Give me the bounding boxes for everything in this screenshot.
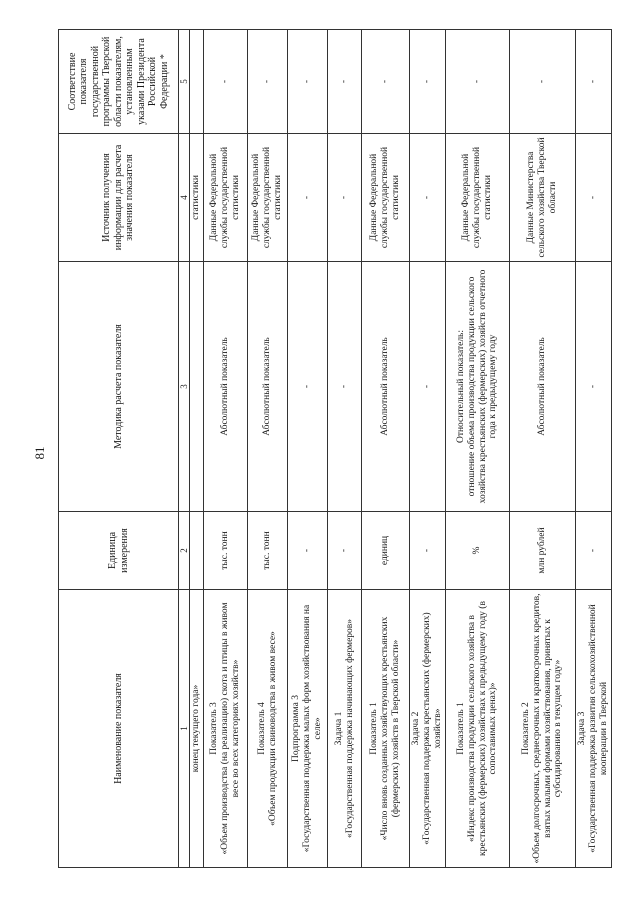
indicator-name-cell-line: Показатель 4	[256, 702, 267, 755]
source-cell	[510, 134, 576, 262]
unit-cell: -	[328, 512, 362, 590]
unit-cell: тыс. тонн	[204, 512, 248, 590]
unit-cell: -	[288, 512, 328, 590]
match-cell: -	[446, 30, 510, 134]
header-match: Соответствие показателя государственной программы Тверской области показателям, установленным указами Президента Российской Федерации *	[59, 30, 179, 134]
method-cell-line: -	[302, 384, 313, 389]
table-row	[510, 30, 576, 868]
unit-cell: единиц	[362, 512, 410, 590]
table-header-row	[59, 30, 179, 868]
indicator-name-cell-line: «Государственная поддержка малых форм хозяйствования на селе»	[302, 604, 324, 853]
method-cell	[576, 262, 612, 512]
source-cell-line: статистики	[191, 175, 202, 220]
table-body	[190, 30, 612, 868]
table-row	[362, 30, 410, 868]
indicator-name-cell-line: Задача 3	[577, 711, 588, 746]
method-cell-line: Абсолютный показатель	[380, 337, 391, 436]
indicator-name-cell-line: «Государственная поддержка начинающих фермеров»	[344, 618, 355, 839]
method-cell	[190, 262, 204, 512]
header-unit: Единица измерения	[59, 512, 179, 590]
method-cell-line: Относительный показатель:	[455, 329, 466, 444]
indicator-name-cell	[362, 590, 410, 868]
match-cell: -	[410, 30, 446, 134]
indicator-name-cell-line: Задача 1	[333, 711, 344, 746]
indicator-name-cell-line: Показатель 1	[455, 702, 466, 755]
source-cell	[328, 134, 362, 262]
indicator-name-cell-line: Показатель 3	[209, 702, 220, 755]
table-row	[288, 30, 328, 868]
match-cell: -	[248, 30, 288, 134]
indicator-name-cell-line: конец текущего года»	[191, 684, 202, 773]
indicator-name-cell-line: «Объем долгосрочных, среднесрочных и краткосрочных кредитов, взятых малыми формами хозяйствования, принятых к субсидированию в текущем году»	[531, 593, 564, 864]
column-number: 4	[179, 134, 190, 262]
column-number: 5	[179, 30, 190, 134]
indicator-name-cell	[328, 590, 362, 868]
indicator-name-cell-line: «Государственная поддержка развития сельскохозяйственной кооперации в Тверской	[588, 604, 609, 853]
method-cell	[510, 262, 576, 512]
method-cell	[288, 262, 328, 512]
method-cell	[204, 262, 248, 512]
source-cell	[576, 134, 612, 262]
method-cell	[328, 262, 362, 512]
indicator-name-cell	[248, 590, 288, 868]
unit-cell: -	[576, 512, 612, 590]
indicator-name-cell-line: Подпрограмма 3	[291, 695, 302, 762]
source-cell	[248, 134, 288, 262]
table-row	[446, 30, 510, 868]
match-cell: -	[288, 30, 328, 134]
indicator-name-cell	[410, 590, 446, 868]
match-cell: -	[328, 30, 362, 134]
source-cell-line: Данные Федеральной службы государственной статистики	[251, 146, 284, 249]
source-cell	[288, 134, 328, 262]
indicator-name-cell	[204, 590, 248, 868]
method-cell-line: Абсолютный показатель	[220, 337, 231, 436]
indicator-name-cell-line: Задача 2	[411, 711, 422, 746]
source-cell	[362, 134, 410, 262]
indicator-name-cell-line: «Число вновь созданных хозяйствующих крестьянских (фермерских) хозяйств в Тверской области»	[380, 616, 402, 841]
unit-cell: тыс. тонн	[248, 512, 288, 590]
match-cell	[190, 30, 204, 134]
table-row	[328, 30, 362, 868]
unit-cell: -	[410, 512, 446, 590]
table-row	[410, 30, 446, 868]
table-row	[576, 30, 612, 868]
table-row	[204, 30, 248, 868]
indicator-name-cell	[576, 590, 612, 868]
source-cell-line: -	[422, 195, 433, 200]
indicator-name-cell	[288, 590, 328, 868]
indicator-name-cell-line: Показатель 2	[520, 702, 531, 755]
indicator-name-cell-line: «Индекс производства продукции сельского хозяйства в крестьянских (фермерских) хозяйствах к предыдущему году (в сопоставимых ценах)»	[466, 601, 499, 856]
indicator-name-cell	[446, 590, 510, 868]
method-cell	[248, 262, 288, 512]
indicators-table	[58, 29, 612, 868]
rotated-table-frame	[58, 30, 610, 868]
match-cell: -	[204, 30, 248, 134]
source-cell-line: -	[588, 195, 599, 200]
table-row	[248, 30, 288, 868]
match-cell: -	[510, 30, 576, 134]
unit-cell: %	[446, 512, 510, 590]
source-cell	[204, 134, 248, 262]
source-cell-line: Данные Федеральной службы государственной статистики	[461, 146, 493, 249]
source-cell-line: -	[339, 195, 350, 200]
method-cell	[362, 262, 410, 512]
source-cell-line: Данные Федеральной службы государственной статистики	[369, 146, 402, 249]
method-cell-line: Абсолютный показатель	[262, 337, 273, 436]
indicator-name-cell-line: «Объем продукции свиноводства в живом весе»	[267, 631, 278, 826]
source-cell-line: Данные Министерства сельского хозяйства Тверской области	[526, 137, 558, 258]
method-cell-line: -	[422, 384, 433, 389]
method-cell-line: -	[588, 384, 599, 389]
method-cell	[446, 262, 510, 512]
page-number: 81	[32, 446, 47, 460]
table-row	[190, 30, 204, 868]
header-name: Наименование показателя	[59, 590, 179, 868]
column-number: 1	[179, 590, 190, 868]
indicator-name-cell-line: «Государственная поддержка крестьянских (фермерских) хозяйств»	[422, 612, 444, 845]
unit-cell	[190, 512, 204, 590]
source-cell-line: -	[302, 195, 313, 200]
unit-cell: млн рублей	[510, 512, 576, 590]
method-cell-line: Абсолютный показатель	[537, 337, 548, 436]
source-cell-line: Данные Федеральной службы государственной статистики	[209, 146, 242, 249]
match-cell: -	[576, 30, 612, 134]
indicator-name-cell-line: «Объем производства (на реализацию) скота и птицы в живом весе во всех категориях хозяйств»	[220, 602, 242, 855]
method-cell-line: отношение объема производства продукции сельского хозяйства крестьянских (фермерских) хозяйств отчетного года к предыдущему году	[466, 269, 499, 504]
header-method: Методика расчета показателя	[59, 262, 179, 512]
header-source: Источник получения информации для расчета значения показателя	[59, 134, 179, 262]
method-cell-line: -	[339, 384, 350, 389]
column-numbers-row	[179, 30, 190, 868]
column-number: 2	[179, 512, 190, 590]
indicator-name-cell-line: Показатель 1	[369, 702, 380, 755]
source-cell	[410, 134, 446, 262]
indicator-name-cell	[510, 590, 576, 868]
match-cell: -	[362, 30, 410, 134]
source-cell	[190, 134, 204, 262]
source-cell	[446, 134, 510, 262]
indicator-name-cell	[190, 590, 204, 868]
method-cell	[410, 262, 446, 512]
column-number: 3	[179, 262, 190, 512]
